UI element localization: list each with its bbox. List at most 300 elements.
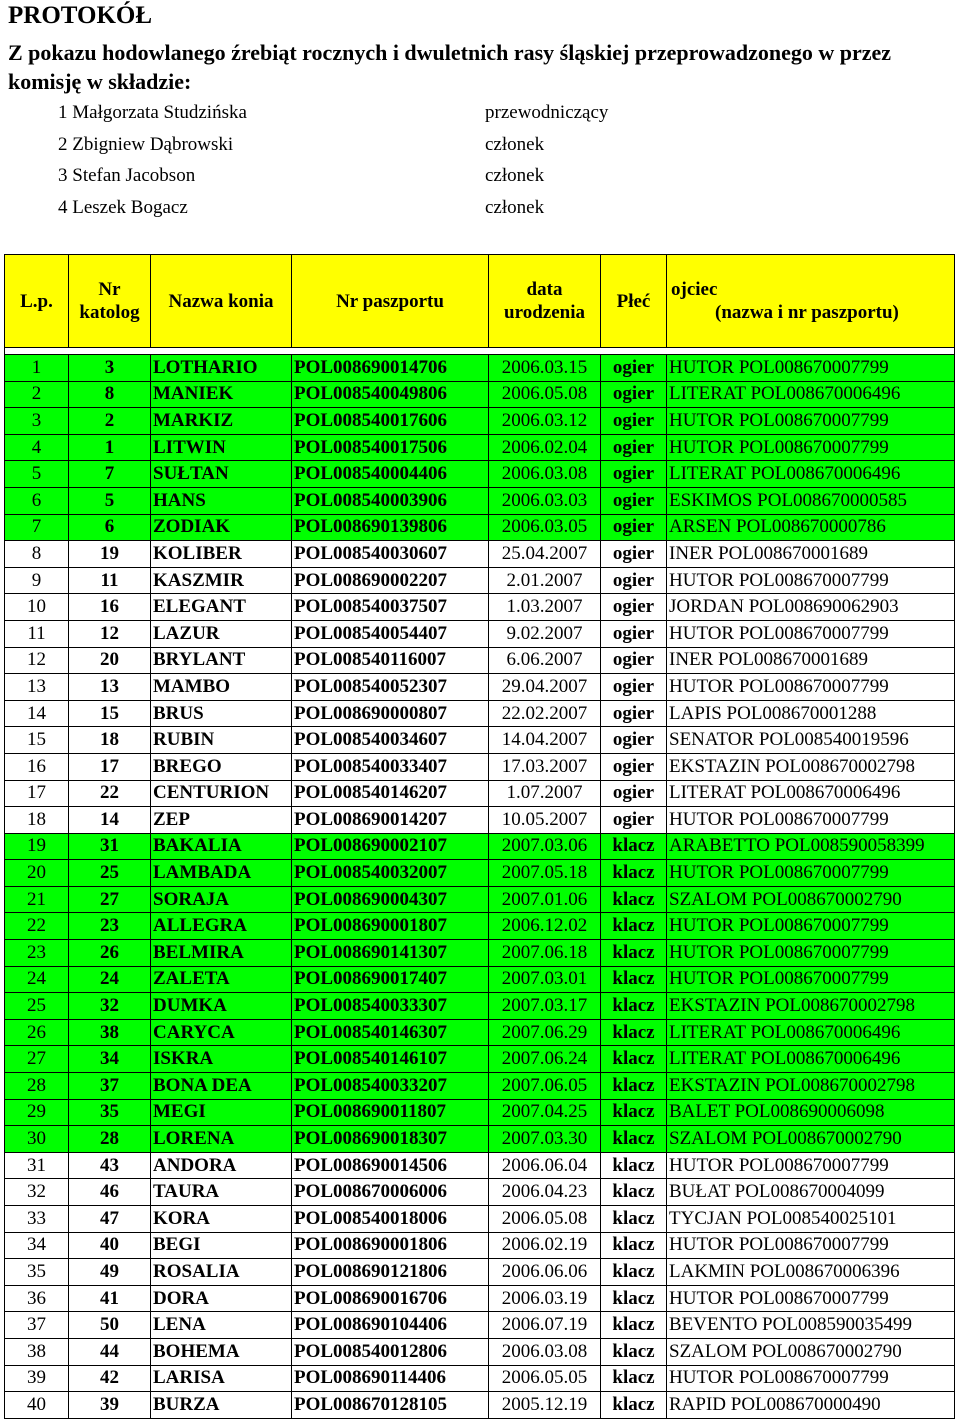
- cell-nr-katalog: 3: [69, 355, 151, 382]
- cell-passport: POL008690004307: [292, 886, 489, 913]
- cell-father: LITERAT POL008670006496: [667, 381, 955, 408]
- cell-lp: 25: [5, 993, 69, 1020]
- header-data-line1: data: [526, 279, 563, 300]
- cell-passport: POL008540030607: [292, 541, 489, 568]
- cell-father: LITERAT POL008670006496: [667, 461, 955, 488]
- cell-nr-katalog: 41: [69, 1285, 151, 1312]
- cell-father: BALET POL008690006098: [667, 1099, 955, 1126]
- cell-birth-date: 29.04.2007: [489, 674, 601, 701]
- header-ojciec-line1: ojciec: [671, 279, 718, 300]
- cell-birth-date: 9.02.2007: [489, 620, 601, 647]
- cell-horse-name: BAKALIA: [151, 833, 292, 860]
- table-row: [5, 408, 955, 435]
- cell-nr-katalog: 14: [69, 807, 151, 834]
- cell-nr-katalog: 50: [69, 1312, 151, 1339]
- table-row: [5, 1285, 955, 1312]
- cell-nr-katalog: 20: [69, 647, 151, 674]
- cell-horse-name: SUŁTAN: [151, 461, 292, 488]
- table-row: [5, 1365, 955, 1392]
- cell-passport: POL008690141307: [292, 940, 489, 967]
- cell-horse-name: HANS: [151, 487, 292, 514]
- cell-sex: klacz: [601, 1073, 667, 1100]
- cell-horse-name: ZODIAK: [151, 514, 292, 541]
- cell-birth-date: 2006.12.02: [489, 913, 601, 940]
- cell-birth-date: 2007.06.24: [489, 1046, 601, 1073]
- header-nr-katalog-line1: Nr: [98, 279, 121, 300]
- cell-horse-name: MANIEK: [151, 381, 292, 408]
- cell-sex: klacz: [601, 1392, 667, 1419]
- cell-birth-date: 2006.03.12: [489, 408, 601, 435]
- committee-member-name: 1 Małgorzata Studzińska: [58, 102, 247, 123]
- cell-horse-name: MARKIZ: [151, 408, 292, 435]
- cell-horse-name: LORENA: [151, 1126, 292, 1153]
- cell-birth-date: 2007.05.18: [489, 860, 601, 887]
- cell-lp: 28: [5, 1073, 69, 1100]
- cell-birth-date: 25.04.2007: [489, 541, 601, 568]
- cell-sex: klacz: [601, 1206, 667, 1233]
- cell-horse-name: MAMBO: [151, 674, 292, 701]
- cell-birth-date: 2006.03.15: [489, 355, 601, 382]
- cell-birth-date: 2007.01.06: [489, 886, 601, 913]
- cell-father: ARABETTO POL008590058399: [667, 833, 955, 860]
- cell-father: ARSEN POL008670000786: [667, 514, 955, 541]
- cell-passport: POL008540146107: [292, 1046, 489, 1073]
- cell-sex: klacz: [601, 940, 667, 967]
- table-row: [5, 514, 955, 541]
- cell-sex: ogier: [601, 780, 667, 807]
- cell-lp: 34: [5, 1232, 69, 1259]
- cell-horse-name: LAMBADA: [151, 860, 292, 887]
- cell-lp: 31: [5, 1152, 69, 1179]
- cell-lp: 33: [5, 1206, 69, 1233]
- cell-father: HUTOR POL008670007799: [667, 860, 955, 887]
- cell-nr-katalog: 8: [69, 381, 151, 408]
- cell-sex: ogier: [601, 541, 667, 568]
- document-subtitle: Z pokazu hodowlanego źrebiąt rocznych i dwuletnich rasy śląskiej przeprowadzonego w przez komisję w składzie:: [8, 40, 892, 94]
- cell-lp: 5: [5, 461, 69, 488]
- cell-father: JORDAN POL008690062903: [667, 594, 955, 621]
- table-row: [5, 966, 955, 993]
- cell-nr-katalog: 24: [69, 966, 151, 993]
- cell-lp: 1: [5, 355, 69, 382]
- cell-sex: ogier: [601, 620, 667, 647]
- cell-lp: 2: [5, 381, 69, 408]
- cell-father: LITERAT POL008670006496: [667, 780, 955, 807]
- table-row: [5, 567, 955, 594]
- cell-lp: 6: [5, 487, 69, 514]
- cell-sex: klacz: [601, 1179, 667, 1206]
- cell-birth-date: 2006.03.08: [489, 461, 601, 488]
- cell-lp: 3: [5, 408, 69, 435]
- cell-sex: ogier: [601, 674, 667, 701]
- cell-sex: klacz: [601, 1019, 667, 1046]
- cell-birth-date: 2006.02.04: [489, 434, 601, 461]
- cell-sex: ogier: [601, 381, 667, 408]
- cell-father: HUTOR POL008670007799: [667, 1152, 955, 1179]
- table-row: [5, 541, 955, 568]
- cell-nr-katalog: 13: [69, 674, 151, 701]
- cell-birth-date: 2007.06.29: [489, 1019, 601, 1046]
- table-row: [5, 940, 955, 967]
- table-header-row: [5, 255, 955, 348]
- cell-nr-katalog: 28: [69, 1126, 151, 1153]
- cell-passport: POL008540003906: [292, 487, 489, 514]
- cell-sex: klacz: [601, 1126, 667, 1153]
- cell-nr-katalog: 12: [69, 620, 151, 647]
- cell-nr-katalog: 31: [69, 833, 151, 860]
- committee-member-role: członek: [485, 165, 545, 186]
- table-row: [5, 355, 955, 382]
- cell-lp: 11: [5, 620, 69, 647]
- cell-passport: POL008540049806: [292, 381, 489, 408]
- table-row: [5, 727, 955, 754]
- table-body: [5, 355, 955, 1419]
- cell-lp: 26: [5, 1019, 69, 1046]
- cell-horse-name: RUBIN: [151, 727, 292, 754]
- cell-lp: 29: [5, 1099, 69, 1126]
- table-row: [5, 913, 955, 940]
- cell-horse-name: CENTURION: [151, 780, 292, 807]
- table-row: [5, 487, 955, 514]
- cell-passport: POL008690018307: [292, 1126, 489, 1153]
- table-row: [5, 594, 955, 621]
- cell-passport: POL008690014506: [292, 1152, 489, 1179]
- cell-father: LITERAT POL008670006496: [667, 1046, 955, 1073]
- cell-horse-name: DUMKA: [151, 993, 292, 1020]
- cell-sex: klacz: [601, 1365, 667, 1392]
- cell-father: HUTOR POL008670007799: [667, 567, 955, 594]
- header-ojciec: [667, 255, 955, 348]
- table-row: [5, 753, 955, 780]
- cell-sex: ogier: [601, 514, 667, 541]
- cell-nr-katalog: 32: [69, 993, 151, 1020]
- cell-passport: POL008670006006: [292, 1179, 489, 1206]
- cell-lp: 23: [5, 940, 69, 967]
- committee-member-name: 2 Zbigniew Dąbrowski: [58, 133, 234, 155]
- cell-passport: POL008690104406: [292, 1312, 489, 1339]
- cell-father: SZALOM POL008670002790: [667, 886, 955, 913]
- table-row: [5, 700, 955, 727]
- cell-birth-date: 2006.03.08: [489, 1338, 601, 1365]
- cell-horse-name: ZEP: [151, 807, 292, 834]
- cell-nr-katalog: 49: [69, 1259, 151, 1286]
- header-nr-katalog: [69, 255, 151, 348]
- cell-nr-katalog: 7: [69, 461, 151, 488]
- cell-sex: klacz: [601, 1099, 667, 1126]
- cell-horse-name: ISKRA: [151, 1046, 292, 1073]
- cell-nr-katalog: 42: [69, 1365, 151, 1392]
- cell-lp: 27: [5, 1046, 69, 1073]
- cell-father: SZALOM POL008670002790: [667, 1338, 955, 1365]
- cell-nr-katalog: 25: [69, 860, 151, 887]
- cell-father: ESKIMOS POL008670000585: [667, 487, 955, 514]
- cell-passport: POL008690001806: [292, 1232, 489, 1259]
- cell-sex: ogier: [601, 700, 667, 727]
- cell-passport: POL008540033407: [292, 753, 489, 780]
- cell-horse-name: TAURA: [151, 1179, 292, 1206]
- table-row: [5, 1392, 955, 1419]
- cell-sex: klacz: [601, 1338, 667, 1365]
- cell-passport: POL008690121806: [292, 1259, 489, 1286]
- cell-birth-date: 2007.04.25: [489, 1099, 601, 1126]
- cell-nr-katalog: 43: [69, 1152, 151, 1179]
- cell-birth-date: 1.03.2007: [489, 594, 601, 621]
- cell-birth-date: 2007.06.05: [489, 1073, 601, 1100]
- cell-horse-name: BREGO: [151, 753, 292, 780]
- cell-passport: POL008540146207: [292, 780, 489, 807]
- table-row: [5, 1099, 955, 1126]
- cell-sex: ogier: [601, 434, 667, 461]
- cell-sex: ogier: [601, 355, 667, 382]
- cell-sex: klacz: [601, 1046, 667, 1073]
- cell-sex: ogier: [601, 753, 667, 780]
- cell-passport: POL008690000807: [292, 700, 489, 727]
- committee-member-role: przewodniczący: [485, 102, 609, 123]
- cell-lp: 20: [5, 860, 69, 887]
- cell-father: INER POL008670001689: [667, 541, 955, 568]
- cell-passport: POL008540018006: [292, 1206, 489, 1233]
- cell-father: EKSTAZIN POL008670002798: [667, 1073, 955, 1100]
- cell-horse-name: BEGI: [151, 1232, 292, 1259]
- cell-father: LITERAT POL008670006496: [667, 1019, 955, 1046]
- cell-nr-katalog: 2: [69, 408, 151, 435]
- header-nr-katalog-line2: katolog: [79, 302, 140, 323]
- cell-passport: POL008540034607: [292, 727, 489, 754]
- header-ojciec-line2: (nazwa i nr paszportu): [715, 302, 899, 323]
- cell-passport: POL008690002207: [292, 567, 489, 594]
- cell-lp: 36: [5, 1285, 69, 1312]
- cell-nr-katalog: 26: [69, 940, 151, 967]
- header-spacer: [5, 348, 955, 355]
- header-lp: L.p.: [5, 255, 69, 348]
- cell-birth-date: 2007.03.01: [489, 966, 601, 993]
- cell-lp: 32: [5, 1179, 69, 1206]
- table-row: [5, 674, 955, 701]
- cell-nr-katalog: 40: [69, 1232, 151, 1259]
- cell-horse-name: DORA: [151, 1285, 292, 1312]
- cell-lp: 22: [5, 913, 69, 940]
- cell-sex: klacz: [601, 860, 667, 887]
- cell-lp: 8: [5, 541, 69, 568]
- cell-lp: 7: [5, 514, 69, 541]
- cell-nr-katalog: 17: [69, 753, 151, 780]
- cell-horse-name: LITWIN: [151, 434, 292, 461]
- cell-lp: 4: [5, 434, 69, 461]
- cell-sex: ogier: [601, 647, 667, 674]
- cell-birth-date: 2006.05.08: [489, 381, 601, 408]
- cell-father: SENATOR POL008540019596: [667, 727, 955, 754]
- cell-birth-date: 22.02.2007: [489, 700, 601, 727]
- table-row: [5, 1046, 955, 1073]
- cell-father: EKSTAZIN POL008670002798: [667, 753, 955, 780]
- committee-member-name: 3 Stefan Jacobson: [58, 165, 196, 186]
- cell-sex: ogier: [601, 461, 667, 488]
- cell-father: HUTOR POL008670007799: [667, 940, 955, 967]
- cell-horse-name: ANDORA: [151, 1152, 292, 1179]
- cell-passport: POL008540116007: [292, 647, 489, 674]
- committee-member-name: 4 Leszek Bogacz: [58, 196, 188, 218]
- cell-lp: 10: [5, 594, 69, 621]
- cell-lp: 39: [5, 1365, 69, 1392]
- cell-passport: POL008540004406: [292, 461, 489, 488]
- cell-father: LAPIS POL008670001288: [667, 700, 955, 727]
- cell-birth-date: 2006.05.08: [489, 1206, 601, 1233]
- cell-passport: POL008540032007: [292, 860, 489, 887]
- table-row: [5, 1232, 955, 1259]
- cell-horse-name: ROSALIA: [151, 1259, 292, 1286]
- table-row: [5, 1126, 955, 1153]
- table-row: [5, 1206, 955, 1233]
- cell-birth-date: 6.06.2007: [489, 647, 601, 674]
- cell-birth-date: 2006.02.19: [489, 1232, 601, 1259]
- table-row: [5, 886, 955, 913]
- cell-nr-katalog: 6: [69, 514, 151, 541]
- table-row: [5, 1312, 955, 1339]
- cell-lp: 37: [5, 1312, 69, 1339]
- cell-sex: klacz: [601, 1259, 667, 1286]
- cell-passport: POL008690016706: [292, 1285, 489, 1312]
- cell-birth-date: 2005.12.19: [489, 1392, 601, 1419]
- cell-sex: klacz: [601, 913, 667, 940]
- cell-nr-katalog: 18: [69, 727, 151, 754]
- cell-lp: 30: [5, 1126, 69, 1153]
- cell-father: BUŁAT POL008670004099: [667, 1179, 955, 1206]
- table-row: [5, 1338, 955, 1365]
- cell-horse-name: LARISA: [151, 1365, 292, 1392]
- cell-lp: 15: [5, 727, 69, 754]
- cell-lp: 16: [5, 753, 69, 780]
- cell-nr-katalog: 15: [69, 700, 151, 727]
- header-paszport: Nr paszportu: [292, 255, 489, 348]
- table-row: [5, 381, 955, 408]
- cell-father: HUTOR POL008670007799: [667, 1365, 955, 1392]
- cell-sex: klacz: [601, 886, 667, 913]
- cell-horse-name: BOHEMA: [151, 1338, 292, 1365]
- cell-nr-katalog: 44: [69, 1338, 151, 1365]
- cell-birth-date: 17.03.2007: [489, 753, 601, 780]
- cell-father: SZALOM POL008670002790: [667, 1126, 955, 1153]
- cell-birth-date: 2007.03.30: [489, 1126, 601, 1153]
- cell-father: RAPID POL008670000490: [667, 1392, 955, 1419]
- cell-lp: 21: [5, 886, 69, 913]
- cell-passport: POL008690002107: [292, 833, 489, 860]
- cell-birth-date: 2006.03.19: [489, 1285, 601, 1312]
- cell-nr-katalog: 27: [69, 886, 151, 913]
- cell-father: HUTOR POL008670007799: [667, 966, 955, 993]
- cell-birth-date: 2007.03.17: [489, 993, 601, 1020]
- cell-horse-name: ZALETA: [151, 966, 292, 993]
- cell-horse-name: SORAJA: [151, 886, 292, 913]
- cell-sex: ogier: [601, 807, 667, 834]
- cell-nr-katalog: 23: [69, 913, 151, 940]
- cell-nr-katalog: 1: [69, 434, 151, 461]
- cell-sex: klacz: [601, 966, 667, 993]
- cell-father: BEVENTO POL008590035499: [667, 1312, 955, 1339]
- cell-passport: POL008540146307: [292, 1019, 489, 1046]
- cell-lp: 9: [5, 567, 69, 594]
- cell-birth-date: 2006.04.23: [489, 1179, 601, 1206]
- cell-horse-name: ALLEGRA: [151, 913, 292, 940]
- cell-horse-name: MEGI: [151, 1099, 292, 1126]
- cell-nr-katalog: 5: [69, 487, 151, 514]
- cell-sex: ogier: [601, 487, 667, 514]
- cell-nr-katalog: 16: [69, 594, 151, 621]
- header-nazwa: Nazwa konia: [151, 255, 292, 348]
- table-row: [5, 1179, 955, 1206]
- table-row: [5, 461, 955, 488]
- cell-sex: ogier: [601, 594, 667, 621]
- cell-father: HUTOR POL008670007799: [667, 434, 955, 461]
- cell-father: LAKMIN POL008670006396: [667, 1259, 955, 1286]
- cell-father: HUTOR POL008670007799: [667, 1285, 955, 1312]
- cell-nr-katalog: 38: [69, 1019, 151, 1046]
- cell-birth-date: 2006.03.05: [489, 514, 601, 541]
- cell-birth-date: 2006.07.19: [489, 1312, 601, 1339]
- cell-passport: POL008690139806: [292, 514, 489, 541]
- cell-passport: POL008690001807: [292, 913, 489, 940]
- cell-nr-katalog: 35: [69, 1099, 151, 1126]
- committee-member-role: członek: [485, 133, 545, 155]
- cell-birth-date: 1.07.2007: [489, 780, 601, 807]
- cell-sex: ogier: [601, 567, 667, 594]
- spacer-cell: [5, 348, 955, 355]
- cell-passport: POL008540033207: [292, 1073, 489, 1100]
- cell-nr-katalog: 47: [69, 1206, 151, 1233]
- cell-passport: POL008690011807: [292, 1099, 489, 1126]
- cell-nr-katalog: 39: [69, 1392, 151, 1419]
- cell-horse-name: BELMIRA: [151, 940, 292, 967]
- cell-father: HUTOR POL008670007799: [667, 620, 955, 647]
- cell-birth-date: 2006.03.03: [489, 487, 601, 514]
- cell-horse-name: CARYCA: [151, 1019, 292, 1046]
- cell-passport: POL008690014207: [292, 807, 489, 834]
- cell-horse-name: BRYLANT: [151, 647, 292, 674]
- cell-passport: POL008670128105: [292, 1392, 489, 1419]
- table-row: [5, 1259, 955, 1286]
- cell-lp: 24: [5, 966, 69, 993]
- cell-nr-katalog: 11: [69, 567, 151, 594]
- cell-birth-date: 2007.03.06: [489, 833, 601, 860]
- cell-lp: 38: [5, 1338, 69, 1365]
- table-row: [5, 434, 955, 461]
- cell-horse-name: BURZA: [151, 1392, 292, 1419]
- cell-father: TYCJAN POL008540025101: [667, 1206, 955, 1233]
- cell-passport: POL008540054407: [292, 620, 489, 647]
- cell-passport: POL008540012806: [292, 1338, 489, 1365]
- cell-horse-name: LOTHARIO: [151, 355, 292, 382]
- cell-lp: 35: [5, 1259, 69, 1286]
- cell-father: HUTOR POL008670007799: [667, 1232, 955, 1259]
- table-row: [5, 780, 955, 807]
- cell-father: HUTOR POL008670007799: [667, 913, 955, 940]
- cell-father: HUTOR POL008670007799: [667, 674, 955, 701]
- cell-lp: 12: [5, 647, 69, 674]
- cell-nr-katalog: 19: [69, 541, 151, 568]
- cell-horse-name: LENA: [151, 1312, 292, 1339]
- cell-nr-katalog: 37: [69, 1073, 151, 1100]
- cell-passport: POL008540037507: [292, 594, 489, 621]
- cell-nr-katalog: 22: [69, 780, 151, 807]
- cell-lp: 40: [5, 1392, 69, 1419]
- cell-passport: POL008690017407: [292, 966, 489, 993]
- cell-lp: 18: [5, 807, 69, 834]
- header-plec: Płeć: [601, 255, 667, 348]
- table-row: [5, 993, 955, 1020]
- cell-passport: POL008690114406: [292, 1365, 489, 1392]
- cell-father: EKSTAZIN POL008670002798: [667, 993, 955, 1020]
- cell-horse-name: LAZUR: [151, 620, 292, 647]
- committee-member-role: członek: [485, 196, 545, 218]
